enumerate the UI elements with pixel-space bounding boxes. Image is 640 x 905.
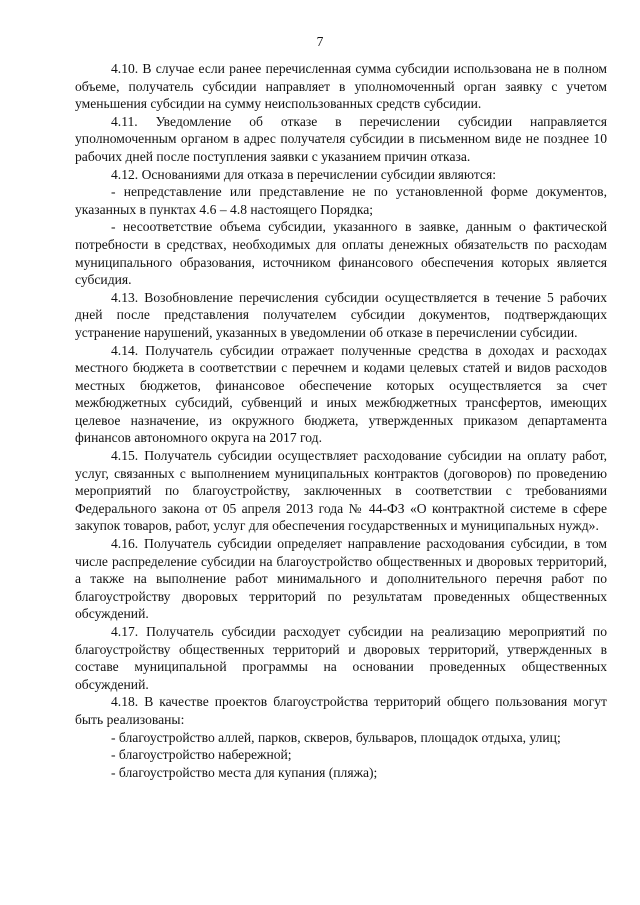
page-number: 7 <box>316 34 324 49</box>
paragraph-4-18: 4.18. В качестве проектов благоустройства территорий общего пользования могут быть реализованы: <box>75 694 607 727</box>
list-item-project-1: - благоустройство аллей, парков, скверов, бульваров, площадок отдыха, улиц; <box>111 729 561 745</box>
list-item-refusal-2: - несоответствие объема субсидии, указанного в заявке, данным о фактической потребности в средствах, необходимых для оплаты денежных обязательств по расходам муниципального образования, источником финансового обеспечения которых является субсидия. <box>75 219 607 288</box>
paragraph-4-17: 4.17. Получатель субсидии расходует субсидии на реализацию мероприятий по благоустройству общественных территорий и дворовых территорий, утвержденных в составе муниципальной программы на основании проведенных общественных обсуждений. <box>75 624 607 692</box>
paragraph-4-12: 4.12. Основаниями для отказа в перечислении субсидии являются: <box>111 166 497 182</box>
paragraph-4-11: 4.11. Уведомление об отказе в перечислении субсидии направляется уполномоченным органом в адрес получателя субсидии в письменном виде не позднее 10 рабочих дней после поступления заявки с указанием причин отказа. <box>75 113 607 164</box>
paragraph-4-14: 4.14. Получатель субсидии отражает полученные средства в доходах и расходах местного бюджета в соответствии с перечнем и кодами целевых статей и видов расходов местных бюджетов, финансовое обеспечение которых осуществляется за счет межбюджетных субсидий, субвенций и иных межбюджетных трансфертов, имеющих целевое назначение, из окружного бюджета, утвержденных приказом департамента финансов автономного округа на 2017 год. <box>75 342 607 446</box>
paragraph-4-16: 4.16. Получатель субсидии определяет направление расходования субсидии, в том числе распределение субсидии на благоустройство общественных и дворовых территорий, а также на выполнение работ минимального и дополнительного перечня работ по благоустройству дворовых территорий по результатам проведенных общественных обсуждений. <box>75 536 607 622</box>
list-item-project-2: - благоустройство набережной; <box>111 747 292 763</box>
document-body <box>75 60 607 781</box>
paragraph-4-13: 4.13. Возобновление перечисления субсидии осуществляется в течение 5 рабочих дней после представления получателем субсидии документов, подтверждающих устранение нарушений, указанных в уведомлении об отказе в перечислении субсидии. <box>75 289 607 340</box>
list-item-project-3: - благоустройство места для купания (пляжа); <box>111 764 378 780</box>
paragraph-4-15: 4.15. Получатель субсидии осуществляет расходование субсидии на оплату работ, услуг, связанных с выполнением муниципальных контрактов (договоров) по проведению мероприятий по благоустройству, заключенных в соответствии с требованиями Федерального закона от 05 апреля 2013 года № 44-ФЗ «О контрактной системе в сфере закупок товаров, работ, услуг для обеспечения государственных и муниципальных нужд». <box>75 448 607 534</box>
paragraph-4-10: 4.10. В случае если ранее перечисленная сумма субсидии использована не в полном объеме, получатель субсидии направляет в уполномоченный орган заявку с учетом уменьшения субсидии на сумму неиспользованных средств субсидии. <box>75 61 607 112</box>
list-item-refusal-1: - непредставление или представление не по установленной форме документов, указанных в пунктах 4.6 – 4.8 настоящего Порядка; <box>75 184 607 217</box>
